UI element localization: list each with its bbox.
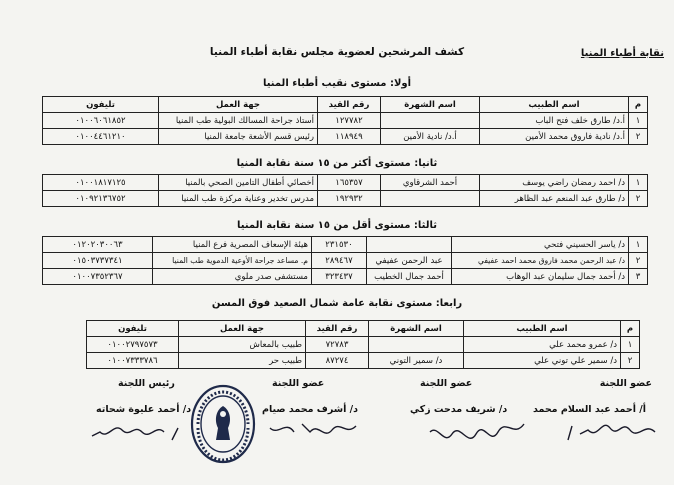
cell-name: د/ أحمد جمال سليمان عبد الوهاب: [452, 269, 629, 285]
role-member-1: عضو اللجنة: [599, 378, 652, 389]
cell-reg: ٨٧٢٧٤: [306, 353, 369, 369]
cell-alias: أحمد جمال الخطيب: [367, 269, 452, 285]
cell-work: مدرس تخدير وعناية مركزة طب المنيا: [159, 191, 318, 207]
cell-work: م. مساعد جراحة الأوعية الدموية طب المنيا: [153, 253, 312, 269]
col-alias: اسم الشهرة: [369, 321, 464, 337]
cell-phone: ٠١٠٠٢٧٩٧٥٧٣: [87, 337, 179, 353]
cell-alias: د/ سمير التوني: [369, 353, 464, 369]
role-member-2: عضو اللجنة: [420, 378, 473, 389]
col-alias: اسم الشهرة: [381, 97, 480, 113]
cell-alias: [367, 237, 452, 253]
col-name: اسم الطبيب: [480, 97, 629, 113]
table-row: [43, 253, 648, 269]
table-header-row: [43, 97, 648, 113]
col-num: م: [629, 97, 648, 113]
cell-reg: ١٩٢٩٣٢: [318, 191, 381, 207]
cell-reg: ١٦٥٣٥٧: [318, 175, 381, 191]
cell-work: أخصائي أطفال التامين الصحي بالمنيا: [159, 175, 318, 191]
cell-name: د/ ياسر الحسيني فتحي: [452, 237, 629, 253]
cell-alias: أحمد الشرقاوي: [381, 175, 480, 191]
signer-name-3: د/ أشرف محمد صيام: [262, 404, 358, 415]
cell-name: د/ عمرو محمد علي: [464, 337, 621, 353]
cell-alias: [381, 191, 480, 207]
section-title-4: رابعا: مستوى نقابة عامة شمال الصعيد فوق المسن: [211, 298, 463, 309]
table-row: [87, 353, 640, 369]
cell-alias: [381, 113, 480, 129]
signature-4: [84, 420, 184, 444]
cell-reg: ١١٨٩٤٩: [318, 129, 381, 145]
col-phone: تليفون: [87, 321, 179, 337]
col-reg: رقم القيد: [306, 321, 369, 337]
cell-num: ٣: [629, 269, 648, 285]
table-header-row: [87, 321, 640, 337]
col-name: اسم الطبيب: [464, 321, 621, 337]
table-section-3: [42, 236, 648, 285]
cell-phone: ٠١٠٩٢١٣٦٧٥٢: [43, 191, 159, 207]
table-row: [43, 191, 648, 207]
cell-num: ١: [621, 337, 640, 353]
cell-num: ٢: [629, 129, 648, 145]
table-row: [43, 113, 648, 129]
table-row: [43, 269, 648, 285]
cell-num: ١: [629, 175, 648, 191]
cell-name: أ.د/ نادية فاروق محمد الأمين: [480, 129, 629, 145]
cell-num: ١: [629, 113, 648, 129]
section-title-2: ثانيا: مستوى أكثر من ١٥ سنة نقابة المنيا: [236, 158, 438, 169]
cell-work: طبيب حر: [179, 353, 306, 369]
signer-name-1: أ/ أحمد عبد السلام محمد: [532, 404, 646, 415]
signer-name-4: د/ أحمد عليوة شحاته: [96, 404, 192, 415]
table-section-1: [42, 96, 648, 145]
cell-alias: عبد الرحمن عفيفي: [367, 253, 452, 269]
cell-phone: ٠١٠٠٤٤٦١٢١٠: [43, 129, 159, 145]
cell-phone: ٠١٠٠٧٣٣٣٧٨٦: [87, 353, 179, 369]
cell-name: د/ احمد رمضان راضي يوسف: [480, 175, 629, 191]
cell-name: د/ عبد الرحمن محمد فاروق محمد احمد عفيفي: [452, 253, 629, 269]
cell-num: ٢: [621, 353, 640, 369]
organization-header: نقابة أطباء المنيا: [580, 48, 664, 59]
cell-work: مستشفى صدر ملوي: [153, 269, 312, 285]
table-row: [43, 237, 648, 253]
col-work: جهة العمل: [179, 321, 306, 337]
cell-reg: ٣٢٣٤٣٧: [312, 269, 367, 285]
section-title-3: ثالثا: مستوى أقل من ١٥ سنة نقابة المنيا: [237, 220, 437, 231]
cell-phone: ٠١٢٠٢٠٣٠٠٦٣: [43, 237, 153, 253]
cell-alias: أ.د/ نادية الأمين: [381, 129, 480, 145]
cell-work: هيئة الإسعاف المصرية فرع المنيا: [153, 237, 312, 253]
role-member-3: عضو اللجنة: [272, 378, 325, 389]
table-row: [87, 337, 640, 353]
cell-phone: ٠١٠٠٦٠٦١٨٥٢: [43, 113, 159, 129]
document-title: كشف المرشحين لعضوية مجلس نقابة أطباء المنيا: [209, 46, 465, 58]
col-work: جهة العمل: [159, 97, 318, 113]
cell-reg: ٢٣١٥٣٠: [312, 237, 367, 253]
signature-2: [420, 414, 530, 442]
cell-work: طبيب بالمعاش: [179, 337, 306, 353]
cell-phone: ٠١٥٠٣٧٣٧٣٤١: [43, 253, 153, 269]
cell-work: رئيس قسم الأشعة جامعة المنيا: [159, 129, 318, 145]
cell-alias: [369, 337, 464, 353]
cell-reg: ٧٢٧٨٣: [306, 337, 369, 353]
cell-reg: ٢٨٩٤٦٧: [312, 253, 367, 269]
cell-name: د/ سمير علي توني علي: [464, 353, 621, 369]
col-reg: رقم القيد: [318, 97, 381, 113]
cell-num: ٢: [629, 191, 648, 207]
cell-num: ٢: [629, 253, 648, 269]
table-row: [43, 129, 648, 145]
cell-name: د/ طارق عبد المنعم عبد الظاهر: [480, 191, 629, 207]
col-num: م: [621, 321, 640, 337]
table-section-4: [86, 320, 640, 369]
col-phone: تليفون: [43, 97, 159, 113]
signer-name-2: د/ شريف مدحت زكي: [410, 404, 508, 415]
cell-work: أستاذ جراحة المسالك البولية طب المنيا: [159, 113, 318, 129]
signature-1: [560, 418, 660, 444]
cell-phone: ٠١٠٠١٨١٧١٢٥: [43, 175, 159, 191]
cell-reg: ١٢٧٧٨٢: [318, 113, 381, 129]
role-chair: رئيس اللجنة: [118, 378, 175, 389]
cell-phone: ٠١٠٠٧٣٥٢٣٦٧: [43, 269, 153, 285]
table-section-2: [42, 174, 648, 207]
signature-3: [262, 414, 362, 440]
cell-name: أ.د/ طارق خلف فتح الباب: [480, 113, 629, 129]
section-title-1: أولا: مستوى نقيب أطباء المنيا: [262, 78, 412, 89]
table-row: [43, 175, 648, 191]
cell-num: ١: [629, 237, 648, 253]
syndicate-seal: [190, 384, 256, 464]
